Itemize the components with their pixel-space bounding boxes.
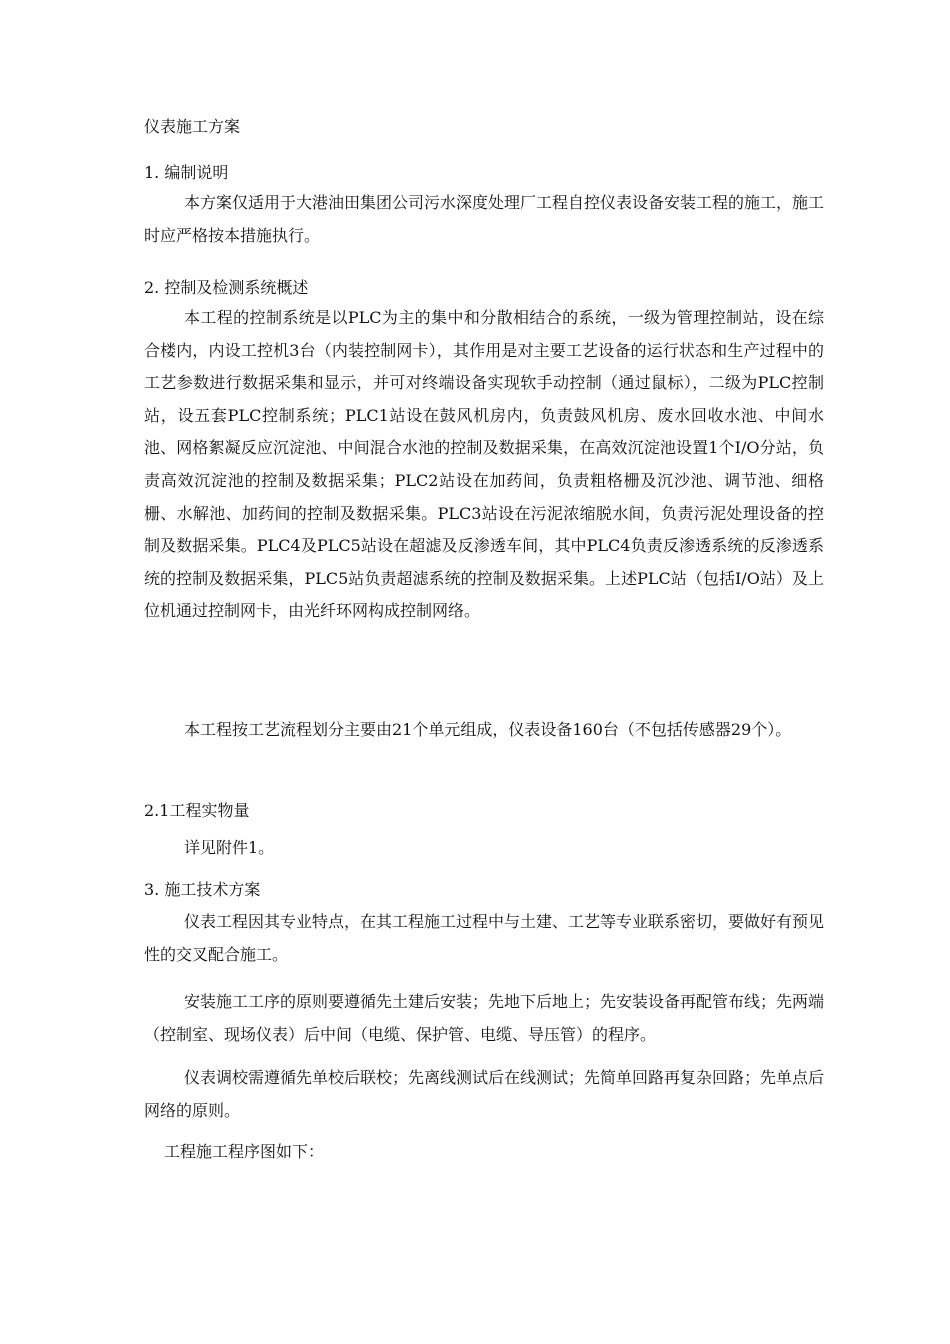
paragraph: 详见附件1。 — [184, 838, 275, 857]
section-heading-3: 3. 施工技术方案 — [144, 880, 261, 899]
paragraph: 本工程按工艺流程划分主要由21个单元组成，仪表设备160台（不包括传感器29个）。 — [184, 720, 792, 739]
section-heading-2-1: 2.1工程实物量 — [144, 801, 250, 820]
section-heading-1: 1. 编制说明 — [144, 163, 229, 182]
paragraph: 本方案仅适用于大港油田集团公司污水深度处理厂工程自控仪表设备安装工程的施工，施工时应严格按本措施执行。 — [144, 193, 825, 245]
paragraph: 本工程的控制系统是以PLC为主的集中和分散相结合的系统，一级为管理控制站，设在综合楼内，内设工控机3台（内装控制网卡），其作用是对主要工艺设备的运行状态和生产过程中的工艺参数进行数据采集和显示，并可对终端设备实现软手动控制（通过鼠标），二级为PLC控制站，设五套PLC控制系统；PLC1站设在鼓风机房内，负责鼓风机房、废水回收水池、中间水池、网格絮凝反应沉淀池、中间混合水池的控制及数据采集，在高效沉淀池设置1个I/O分站，负责高效沉淀池的控制及数据采集；PLC2站设在加药间，负责粗格栅及沉沙池、调节池、细格栅、水解池、加药间的控制及数据采集。PLC3站设在污泥浓缩脱水间，负责污泥处理设备的控制及数据采集。PLC4及PLC5站设在超滤及反渗透车间，其中PLC4负责反渗透系统的反渗透系统的控制及数据采集，PLC5站负责超滤系统的控制及数据采集。上述PLC站（包括I/O站）及上位机通过控制网卡，由光纤环网构成控制网络。 — [144, 308, 824, 621]
document-title: 仪表施工方案 — [144, 117, 241, 136]
paragraph: 仪表工程因其专业特点，在其工程施工过程中与土建、工艺等专业联系密切，要做好有预见性的交叉配合施工。 — [144, 912, 825, 964]
section-heading-2: 2. 控制及检测系统概述 — [144, 278, 309, 297]
paragraph: 仪表调校需遵循先单校后联校；先离线测试后在线测试；先简单回路再复杂回路；先单点后网络的原则。 — [144, 1068, 825, 1120]
paragraph: 安装施工工序的原则要遵循先土建后安装；先地下后地上；先安装设备再配管布线；先两端（控制室、现场仪表）后中间（电缆、保护管、电缆、导压管）的程序。 — [144, 992, 825, 1044]
flowchart-intro: 工程施工程序图如下： — [164, 1142, 325, 1161]
